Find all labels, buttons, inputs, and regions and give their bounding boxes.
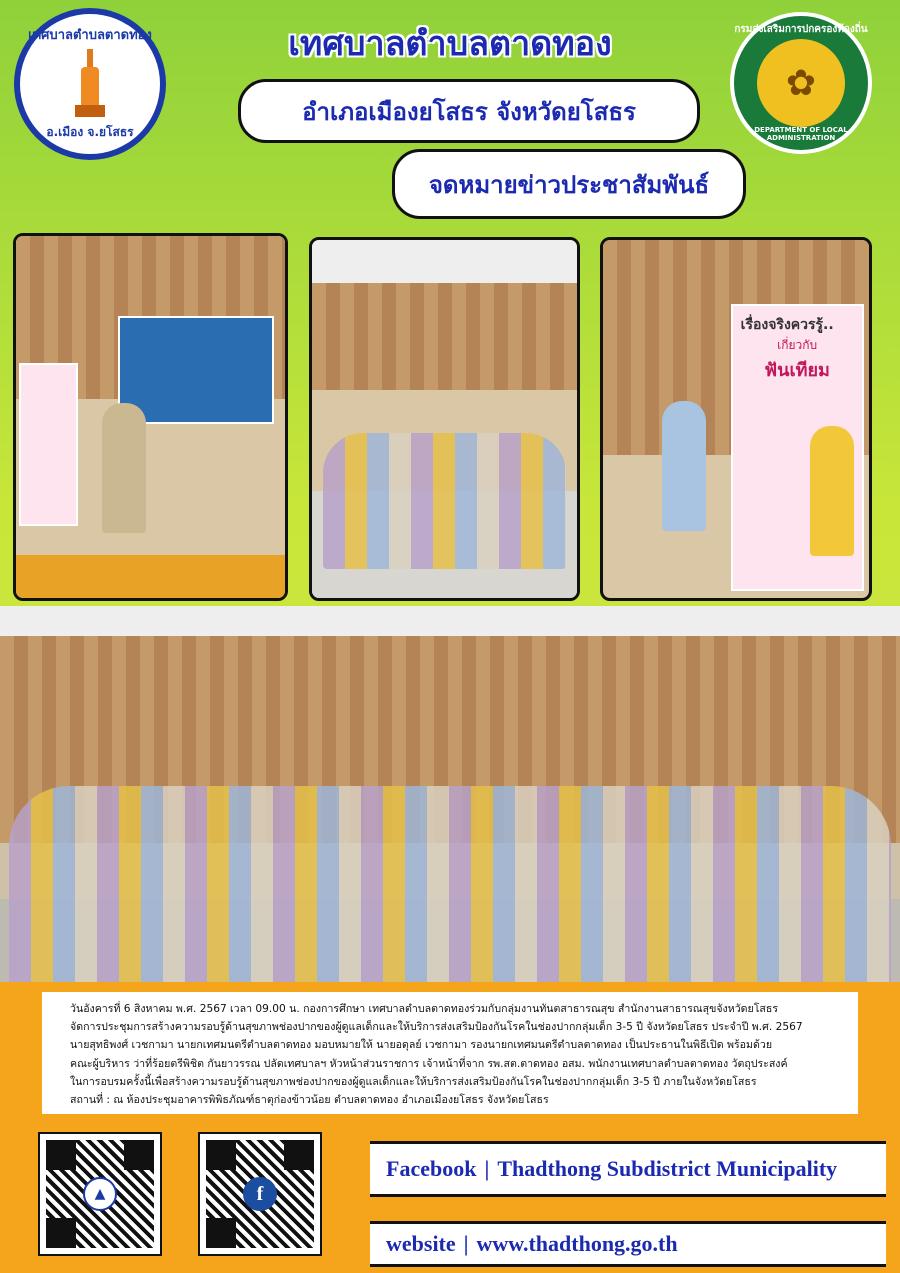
logo-left-top-text: เทศบาลตำบลตาดทอง <box>28 28 152 43</box>
website-url: www.thadthong.go.th <box>476 1231 678 1256</box>
news-section <box>0 982 900 1115</box>
photo-audience <box>309 237 580 601</box>
news-line: สถานที่ : ณ ห้องประชุมอาคารพิพิธภัณฑ์ธาตุก่องข้าวน้อย ตำบลตาดทอง อำเภอเมืองยโสธร จังหวัดยโสธร <box>70 1094 549 1107</box>
page-title: เทศบาลตำบลตาดทอง <box>288 24 612 64</box>
news-line: คณะผู้บริหาร ว่าที่ร้อยตรีพิชิต กันยาวรรณ ปลัดเทศบาลฯ หัวหน้าส่วนราชการ เจ้าหน้าที่จาก รพ.สต.ตาดทอง อสม. พนักงานเทศบาลตำบลตาดทอง วัตถุประสงค์ <box>70 1057 788 1070</box>
tower-logo-icon: ▲ <box>83 1177 117 1211</box>
photo-speaker <box>13 233 288 601</box>
facebook-name: Thadthong Subdistrict Municipality <box>497 1156 838 1181</box>
banner-heading: เรื่องจริงควรรู้.. <box>740 317 834 334</box>
photo-group <box>0 606 900 982</box>
district-banner: อำเภอเมืองยโสธร จังหวัดยโสธร <box>238 79 700 143</box>
facebook-icon: f <box>243 1177 277 1211</box>
facebook-label: Facebook <box>386 1156 477 1181</box>
banner-main: ฟันเทียม <box>764 360 830 382</box>
news-line: ในการอบรมครั้งนี้เพื่อสร้างความรอบรู้ด้านสุขภาพช่องปากของผู้ดูแลเด็กและให้บริการส่งเสริมป้องกันโรคในช่องปากกลุ่มเด็ก 3-5 ปี ภายในจังหวัดยโสธร <box>70 1075 757 1088</box>
separator: | <box>484 1156 490 1181</box>
logo-right-top-text: กรมส่งเสริมการปกครองท้องถิ่น <box>734 24 868 35</box>
qr-code-website[interactable] <box>38 1132 162 1256</box>
news-line: วันอังคารที่ 6 สิงหาคม พ.ศ. 2567 เวลา 09.00 น. กองการศึกษา เทศบาลตำบลตาดทองร่วมกับกลุ่มงานทันตสาธารณสุข สำนักงานสาธารณสุขจังหวัดยโสธร <box>70 1003 779 1015</box>
qr-code-icon <box>46 1140 154 1248</box>
facebook-link[interactable] <box>370 1141 886 1197</box>
news-line: นายสุทธิพงศ์ เวชกามา นายกเทศมนตรีตำบลตาดทอง มอบหมายให้ นายอดุลย์ เวชกามา รองนายกเทศมนตรีตำบลตาดทอง เป็นประธานในพิธีเปิด พร้อมด้วย <box>70 1039 773 1052</box>
page-header <box>0 0 900 230</box>
lion-emblem-icon: ✿ <box>757 39 845 127</box>
page-footer <box>0 1115 900 1273</box>
photo-presenter <box>600 237 872 601</box>
news-text <box>42 992 858 1114</box>
website-label: website <box>386 1231 456 1256</box>
dla-logo <box>730 12 872 154</box>
logo-left-bottom-text: อ.เมือง จ.ยโสธร <box>46 125 134 139</box>
qr-code-facebook[interactable] <box>198 1132 322 1256</box>
separator: | <box>463 1231 469 1256</box>
banner-sub: เกี่ยวกับ <box>777 338 818 353</box>
press-release-banner: จดหมายข่าวประชาสัมพันธ์ <box>392 149 746 219</box>
logo-right-bottom-text: DEPARTMENT OF LOCAL ADMINISTRATION <box>754 126 848 142</box>
qr-code-icon <box>206 1140 314 1248</box>
website-link[interactable] <box>370 1221 886 1267</box>
news-line: จัดการประชุมการสร้างความรอบรู้ด้านสุขภาพช่องปากของผู้ดูแลเด็กและให้บริการส่งเสริมป้องกันโรคในช่องปากกลุ่มเด็ก 3-5 ปี จังหวัดยโสธร ประจำปี พ.ศ. 2567 <box>70 1021 803 1034</box>
